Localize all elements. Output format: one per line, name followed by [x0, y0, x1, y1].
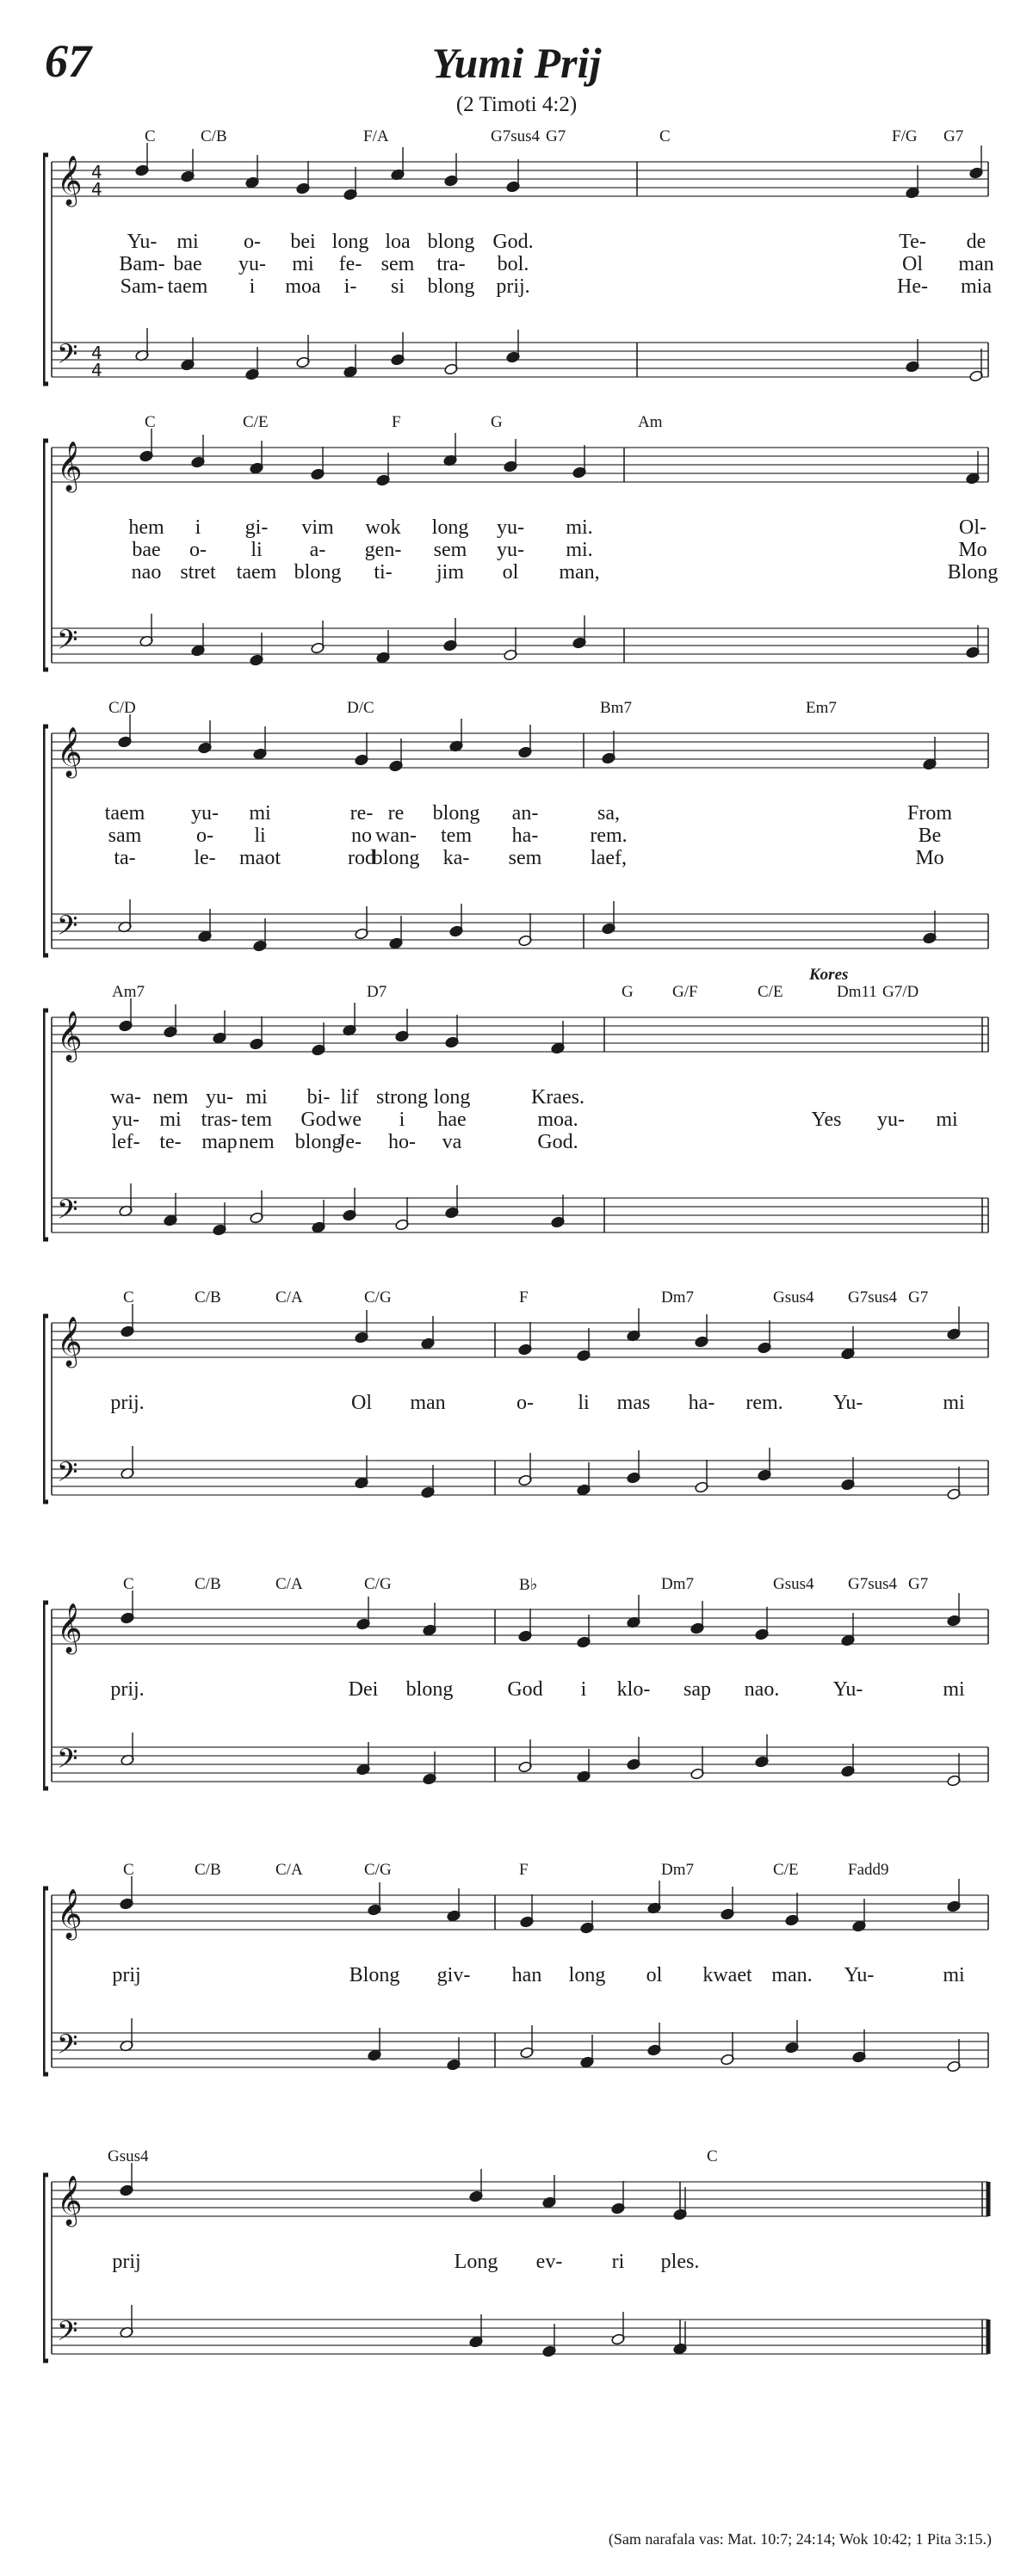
lyric-syllable: long	[433, 1086, 471, 1109]
lyric-syllable: mi	[936, 1109, 958, 1131]
lyric-syllable: stret	[180, 561, 216, 584]
chord-symbol: C/E	[243, 413, 269, 431]
chord-symbol: G	[491, 413, 503, 431]
lyric-syllable: mi	[943, 1392, 965, 1414]
lyric-syllable: loa	[385, 231, 411, 253]
lyric-syllable: li	[254, 825, 266, 847]
music-system	[43, 2147, 999, 2414]
lyric-line	[43, 1392, 999, 1414]
time-signature-icon: 4	[91, 343, 102, 363]
scripture-reference: (Sam narafala vas: Mat. 10:7; 24:14; Wok 10:42; 1 Pita 3:15.)	[608, 2530, 992, 2548]
chord-symbol: G/F	[672, 983, 698, 1001]
lyric-syllable: moa	[285, 275, 321, 298]
lyric-syllable: bae	[173, 253, 202, 275]
chord-symbol: C/B	[201, 127, 227, 145]
lyric-syllable: Be	[918, 825, 942, 847]
chord-symbol: C	[123, 1575, 134, 1593]
song-subtitle: (2 Timoti 4:2)	[455, 93, 578, 116]
chorus-label: Kores	[809, 966, 849, 984]
lyric-syllable: han	[511, 1964, 542, 1986]
music-system	[43, 966, 999, 1250]
music-system	[43, 413, 999, 680]
lyric-syllable: mas	[616, 1392, 651, 1414]
lyric-syllable: ti-	[374, 561, 393, 584]
lyric-line	[43, 1678, 999, 1701]
lyric-syllable: blong	[427, 231, 475, 253]
lyric-syllable: Sam-	[120, 275, 164, 298]
lyric-syllable: prij	[112, 2251, 141, 2273]
lyric-syllable: long	[568, 1964, 606, 1986]
chord-symbol: C/D	[108, 699, 136, 717]
music-system	[43, 1288, 999, 1555]
lyric-syllable: o-	[189, 539, 207, 561]
lyric-syllable: si	[390, 275, 405, 298]
lyric-syllable: bi-	[306, 1086, 331, 1109]
treble-clef-icon: 𝄞	[57, 1316, 83, 1366]
lyric-syllable: gen-	[364, 539, 402, 561]
chord-symbol: G7/D	[882, 983, 919, 1001]
treble-clef-icon: 𝄞	[57, 1603, 83, 1652]
lyric-syllable: hae	[437, 1109, 467, 1131]
lyric-syllable: blong	[294, 561, 342, 584]
chord-symbol: G7	[908, 1575, 929, 1593]
lyric-syllable: God.	[537, 1131, 578, 1153]
lyric-line	[43, 516, 999, 539]
lyric-syllable: mi.	[566, 539, 593, 561]
lyric-syllable: ka-	[442, 847, 470, 869]
lyric-syllable: sem	[380, 253, 415, 275]
lyric-syllable: yu-	[497, 539, 524, 561]
song-number: 67	[45, 35, 91, 87]
lyric-syllable: i	[399, 1109, 405, 1131]
chord-symbol: C/E	[758, 983, 783, 1001]
lyric-syllable: Yes	[811, 1109, 842, 1131]
lyric-syllable: hem	[128, 516, 164, 539]
lyric-syllable: ri	[611, 2251, 625, 2273]
lyric-syllable: Yu-	[832, 1392, 863, 1414]
time-signature-icon: 4	[91, 162, 102, 182]
lyric-syllable: ples.	[660, 2251, 700, 2273]
chord-symbol: C/E	[773, 1861, 799, 1879]
lyric-syllable: sa,	[597, 802, 620, 825]
lyric-syllable: ha-	[688, 1392, 715, 1414]
chord-symbol: F	[392, 413, 401, 431]
chord-symbol: Gsus4	[108, 2147, 149, 2165]
lyric-syllable: sem	[508, 847, 542, 869]
chord-symbol: F	[519, 1861, 529, 1879]
lyric-syllable: tem	[441, 825, 472, 847]
lyric-syllable: Yu-	[832, 1678, 863, 1701]
chord-symbol: G7sus4	[848, 1288, 898, 1307]
lyric-syllable: ol	[502, 561, 519, 584]
lyric-syllable: yu-	[206, 1086, 233, 1109]
lyric-syllable: gi-	[244, 516, 269, 539]
lyric-syllable: de	[966, 231, 987, 253]
lyric-syllable: lef-	[111, 1131, 140, 1153]
lyric-syllable: map	[201, 1131, 238, 1153]
lyric-line	[43, 1131, 999, 1153]
chord-symbol: C	[659, 127, 671, 145]
lyric-line	[43, 847, 999, 869]
lyric-syllable: Kraes.	[531, 1086, 585, 1109]
lyric-syllable: rem.	[745, 1392, 783, 1414]
lyric-syllable: jim	[436, 561, 465, 584]
chord-symbol: F/G	[892, 127, 918, 145]
chord-symbol: Am	[638, 413, 663, 431]
lyric-syllable: an-	[511, 802, 539, 825]
lyric-syllable: yu-	[191, 802, 219, 825]
lyric-line	[43, 561, 999, 584]
lyric-syllable: From	[906, 802, 953, 825]
lyric-syllable: man.	[771, 1964, 813, 1986]
lyric-syllable: Ol	[902, 253, 923, 275]
lyric-syllable: ta-	[114, 847, 136, 869]
lyric-syllable: vim	[301, 516, 334, 539]
chord-symbol: Dm11	[837, 983, 877, 1001]
chord-symbol: C	[145, 413, 156, 431]
lyric-line	[43, 802, 999, 825]
lyric-line	[43, 1964, 999, 1986]
lyric-syllable: mi	[292, 253, 314, 275]
lyric-syllable: Long	[454, 2251, 498, 2273]
chord-symbol: D7	[367, 983, 387, 1001]
lyric-syllable: i	[249, 275, 256, 298]
lyric-syllable: i	[580, 1678, 587, 1701]
staff-system	[43, 1861, 999, 2128]
lyric-line	[43, 1109, 999, 1131]
lyric-line	[43, 825, 999, 847]
lyric-syllable: rem.	[590, 825, 628, 847]
lyric-syllable: sem	[433, 539, 467, 561]
lyric-syllable: ho-	[388, 1131, 416, 1153]
chord-symbol: Dm7	[661, 1861, 694, 1879]
song-title: Yumi Prij	[431, 39, 602, 87]
lyric-syllable: laef,	[591, 847, 627, 869]
chord-symbol: Am7	[112, 983, 145, 1001]
lyric-syllable: nao.	[744, 1678, 780, 1701]
lyric-syllable: wan-	[375, 825, 417, 847]
music-system	[43, 699, 999, 966]
lyric-syllable: Yu-	[844, 1964, 875, 1986]
lyric-syllable: li	[578, 1392, 590, 1414]
treble-clef-icon: 𝄞	[57, 726, 83, 776]
lyric-syllable: le-	[194, 847, 216, 869]
lyric-syllable: blong	[427, 275, 475, 298]
bass-clef-icon: 𝄢	[57, 1456, 78, 1494]
chord-symbol: F/A	[363, 127, 389, 145]
lyric-syllable: blong	[405, 1678, 454, 1701]
lyric-syllable: yu-	[877, 1109, 905, 1131]
chord-symbol: C/G	[364, 1861, 392, 1879]
lyric-syllable: man	[410, 1392, 446, 1414]
lyric-syllable: tras-	[201, 1109, 238, 1131]
chord-symbol: C/B	[195, 1575, 221, 1593]
lyric-syllable: mi	[176, 231, 199, 253]
lyric-syllable: lif	[340, 1086, 359, 1109]
lyric-syllable: nem	[152, 1086, 189, 1109]
bass-clef-icon: 𝄢	[57, 1194, 78, 1232]
lyric-syllable: prij.	[110, 1678, 145, 1701]
lyric-syllable: a-	[309, 539, 326, 561]
lyric-syllable: bei	[290, 231, 316, 253]
lyric-syllable: nem	[238, 1131, 275, 1153]
chord-symbol: C/A	[275, 1288, 303, 1307]
lyric-line	[43, 253, 999, 275]
lyric-syllable: rod	[348, 847, 375, 869]
lyric-syllable: Dei	[348, 1678, 379, 1701]
lyric-syllable: wok	[365, 516, 401, 539]
lyric-syllable: prij.	[110, 1392, 145, 1414]
lyric-syllable: blong	[294, 1131, 343, 1153]
lyric-syllable: mia	[961, 275, 992, 298]
lyric-syllable: Ol	[351, 1392, 372, 1414]
lyric-syllable: Te-	[899, 231, 926, 253]
staff-system	[43, 2147, 999, 2414]
lyric-syllable: taem	[167, 275, 208, 298]
treble-clef-icon: 𝄞	[57, 2175, 83, 2225]
chord-symbol: D/C	[347, 699, 374, 717]
chord-symbol: C	[707, 2147, 718, 2165]
lyric-syllable: taem	[236, 561, 277, 584]
lyric-syllable: maot	[239, 847, 281, 869]
lyric-syllable: yu-	[238, 253, 266, 275]
lyric-syllable: mi	[159, 1109, 182, 1131]
lyric-syllable: yu-	[497, 516, 524, 539]
lyric-line	[43, 539, 999, 561]
lyric-syllable: God.	[492, 231, 534, 253]
lyric-syllable: Blong	[349, 1964, 400, 1986]
lyric-syllable: Mo	[958, 539, 987, 561]
chord-symbol: C/B	[195, 1288, 221, 1307]
chord-symbol: Gsus4	[773, 1288, 814, 1307]
chord-symbol: C	[123, 1288, 134, 1307]
chord-symbol: Fadd9	[848, 1861, 889, 1879]
lyric-syllable: nao	[131, 561, 162, 584]
lyric-syllable: strong	[376, 1086, 428, 1109]
music-system	[43, 127, 999, 394]
lyric-syllable: long	[331, 231, 369, 253]
lyric-syllable: mi	[245, 1086, 268, 1109]
bass-clef-icon: 𝄢	[57, 2029, 78, 2066]
staff-system	[43, 1288, 999, 1555]
lyric-syllable: te-	[159, 1131, 182, 1153]
chord-symbol: C/B	[195, 1861, 221, 1879]
lyric-syllable: i-	[343, 275, 357, 298]
chord-symbol: F	[519, 1288, 529, 1307]
lyric-syllable: blong	[372, 847, 420, 869]
chord-symbol: B♭	[519, 1576, 538, 1594]
chord-symbol: Bm7	[600, 699, 632, 717]
lyric-syllable: bae	[132, 539, 161, 561]
chord-symbol: G7	[546, 127, 566, 145]
lyric-syllable: long	[431, 516, 469, 539]
lyric-syllable: re	[387, 802, 405, 825]
lyric-syllable: i	[195, 516, 201, 539]
bass-clef-icon: 𝄢	[57, 1743, 78, 1781]
lyric-syllable: li	[251, 539, 263, 561]
lyric-syllable: ha-	[511, 825, 539, 847]
chord-symbol: G7sus4	[848, 1575, 898, 1593]
lyric-syllable: va	[442, 1131, 462, 1153]
chord-symbol: G7	[908, 1288, 929, 1307]
lyric-syllable: taem	[104, 802, 145, 825]
lyric-syllable: kwaet	[702, 1964, 752, 1986]
lyric-syllable: man,	[559, 561, 600, 584]
chord-symbol: G7	[943, 127, 964, 145]
lyric-syllable: mi	[943, 1964, 965, 1986]
lyric-syllable: sam	[108, 825, 142, 847]
lyric-syllable: ev-	[535, 2251, 563, 2273]
lyric-syllable: Ol-	[959, 516, 987, 539]
bass-clef-icon: 𝄢	[57, 624, 78, 662]
chord-symbol: Gsus4	[773, 1575, 814, 1593]
treble-clef-icon: 𝄞	[57, 1888, 83, 1938]
lyric-syllable: giv-	[436, 1964, 471, 1986]
lyric-syllable: tra-	[436, 253, 466, 275]
lyric-syllable: prij.	[496, 275, 530, 298]
lyric-syllable: yu-	[112, 1109, 139, 1131]
chord-symbol: C/G	[364, 1575, 392, 1593]
lyric-syllable: mi	[943, 1678, 965, 1701]
lyric-syllable: Mo	[915, 847, 944, 869]
lyric-line	[43, 2251, 999, 2273]
lyric-syllable: blong	[432, 802, 480, 825]
lyric-syllable: o-	[196, 825, 213, 847]
lyric-syllable: we	[337, 1109, 362, 1131]
bass-clef-icon: 𝄢	[57, 2315, 78, 2353]
lyric-syllable: Blong	[947, 561, 999, 584]
chord-symbol: C	[123, 1861, 134, 1879]
lyric-syllable: re-	[349, 802, 374, 825]
lyric-syllable: sap	[684, 1678, 711, 1701]
treble-clef-icon: 𝄞	[57, 1010, 83, 1060]
lyric-syllable: mi	[249, 802, 271, 825]
chord-symbol: Dm7	[661, 1288, 694, 1307]
lyric-syllable: man	[958, 253, 994, 275]
bass-clef-icon: 𝄢	[57, 338, 78, 376]
lyric-syllable: Je-	[337, 1131, 362, 1153]
chord-symbol: C/G	[364, 1288, 392, 1307]
lyric-syllable: wa-	[110, 1086, 141, 1109]
lyric-syllable: mi.	[566, 516, 593, 539]
chord-symbol: G7sus4	[491, 127, 541, 145]
lyric-syllable: o-	[516, 1392, 534, 1414]
lyric-syllable: Yu-	[127, 231, 158, 253]
bass-clef-icon: 𝄢	[57, 910, 78, 948]
chord-symbol: G	[622, 983, 634, 1001]
music-system	[43, 1861, 999, 2128]
staff-system	[43, 1575, 999, 1842]
lyric-syllable: klo-	[616, 1678, 651, 1701]
music-system	[43, 1575, 999, 1842]
lyric-syllable: God	[507, 1678, 543, 1701]
lyric-syllable: prij	[112, 1964, 141, 1986]
chord-symbol: C/A	[275, 1575, 303, 1593]
lyric-syllable: bol.	[497, 253, 529, 275]
treble-clef-icon: 𝄞	[57, 155, 83, 205]
lyric-syllable: moa.	[537, 1109, 578, 1131]
lyric-syllable: tem	[241, 1109, 272, 1131]
treble-clef-icon: 𝄞	[57, 441, 83, 491]
chord-symbol: Dm7	[661, 1575, 694, 1593]
time-signature-icon: 4	[91, 179, 102, 200]
lyric-syllable: ol	[646, 1964, 663, 1986]
chord-symbol: C/A	[275, 1861, 303, 1879]
lyric-syllable: no	[351, 825, 372, 847]
time-signature-icon: 4	[91, 360, 102, 380]
lyric-line	[43, 231, 999, 253]
lyric-syllable: God	[300, 1109, 337, 1131]
lyric-line	[43, 1086, 999, 1109]
lyric-line	[43, 275, 999, 298]
lyric-syllable: o-	[244, 231, 261, 253]
lyric-syllable: fe-	[338, 253, 362, 275]
lyric-syllable: Bam-	[119, 253, 165, 275]
chord-symbol: C	[145, 127, 156, 145]
lyric-syllable: He-	[897, 275, 928, 298]
chord-symbol: Em7	[806, 699, 837, 717]
